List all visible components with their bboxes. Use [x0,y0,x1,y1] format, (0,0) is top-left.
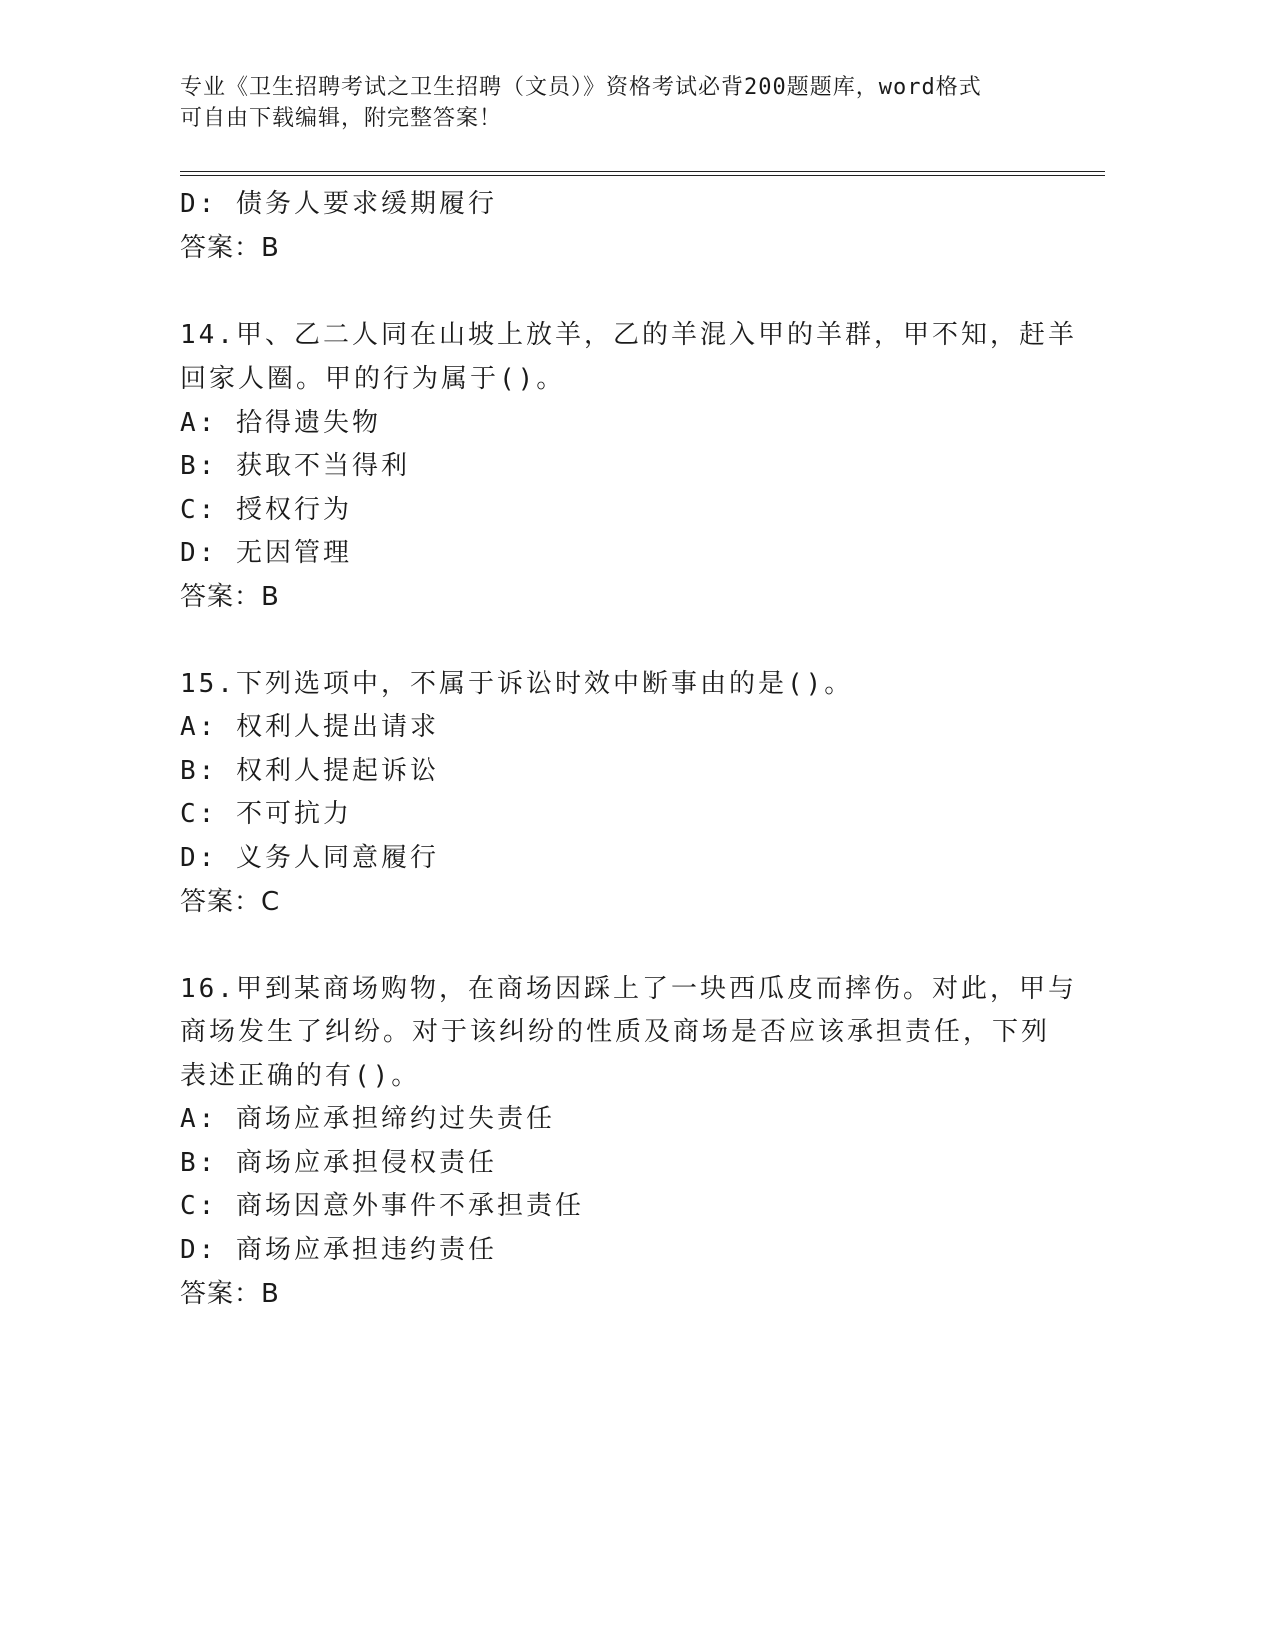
q14-option-d: D: 无因管理 [180,538,352,568]
q16-stem-line-3: 表述正确的有()。 [180,1061,421,1091]
q16-option-c: C: 商场因意外事件不承担责任 [180,1191,584,1221]
q14-option-c: C: 授权行为 [180,495,352,525]
q15-option-c: C: 不可抗力 [180,799,352,829]
q16-option-b: B: 商场应承担侵权责任 [180,1148,497,1178]
prev-answer: 答案：B [180,233,280,263]
q15-answer: 答案：C [180,887,281,917]
q14-answer: 答案：B [180,582,280,612]
q14-option-a: A: 拾得遗失物 [180,408,381,438]
q16-option-a: A: 商场应承担缔约过失责任 [180,1104,555,1134]
q14-stem-line-1: 14.甲、乙二人同在山坡上放羊，乙的羊混入甲的羊群，甲不知，赶羊 [180,320,1077,350]
document-header [180,72,1060,134]
header-title-line-2: 可自由下载编辑，附完整答案！ [180,106,503,131]
q16-answer: 答案：B [180,1279,280,1309]
q15-option-d: D: 义务人同意履行 [180,843,439,873]
header-divider-top [180,171,1105,172]
q15-option-b: B: 权利人提起诉讼 [180,756,439,786]
header-divider-bottom [180,175,1105,176]
q16-stem-line-1: 16.甲到某商场购物，在商场因踩上了一块西瓜皮而摔伤。对此，甲与 [180,974,1077,1004]
q16-option-d: D: 商场应承担违约责任 [180,1235,497,1265]
header-title-line-1: 专业《卫生招聘考试之卫生招聘（文员）》资格考试必背200题题库，word格式 [180,75,982,100]
q15-option-a: A: 权利人提出请求 [180,712,439,742]
q15-stem-line-1: 15.下列选项中，不属于诉讼时效中断事由的是()。 [180,669,854,699]
prev-option-d: D: 债务人要求缓期履行 [180,189,497,219]
q14-option-b: B: 获取不当得利 [180,451,410,481]
q16-stem-line-2: 商场发生了纠纷。对于该纠纷的性质及商场是否应该承担责任，下列 [180,1017,1051,1047]
q14-stem-line-2: 回家人圈。甲的行为属于()。 [180,364,566,394]
